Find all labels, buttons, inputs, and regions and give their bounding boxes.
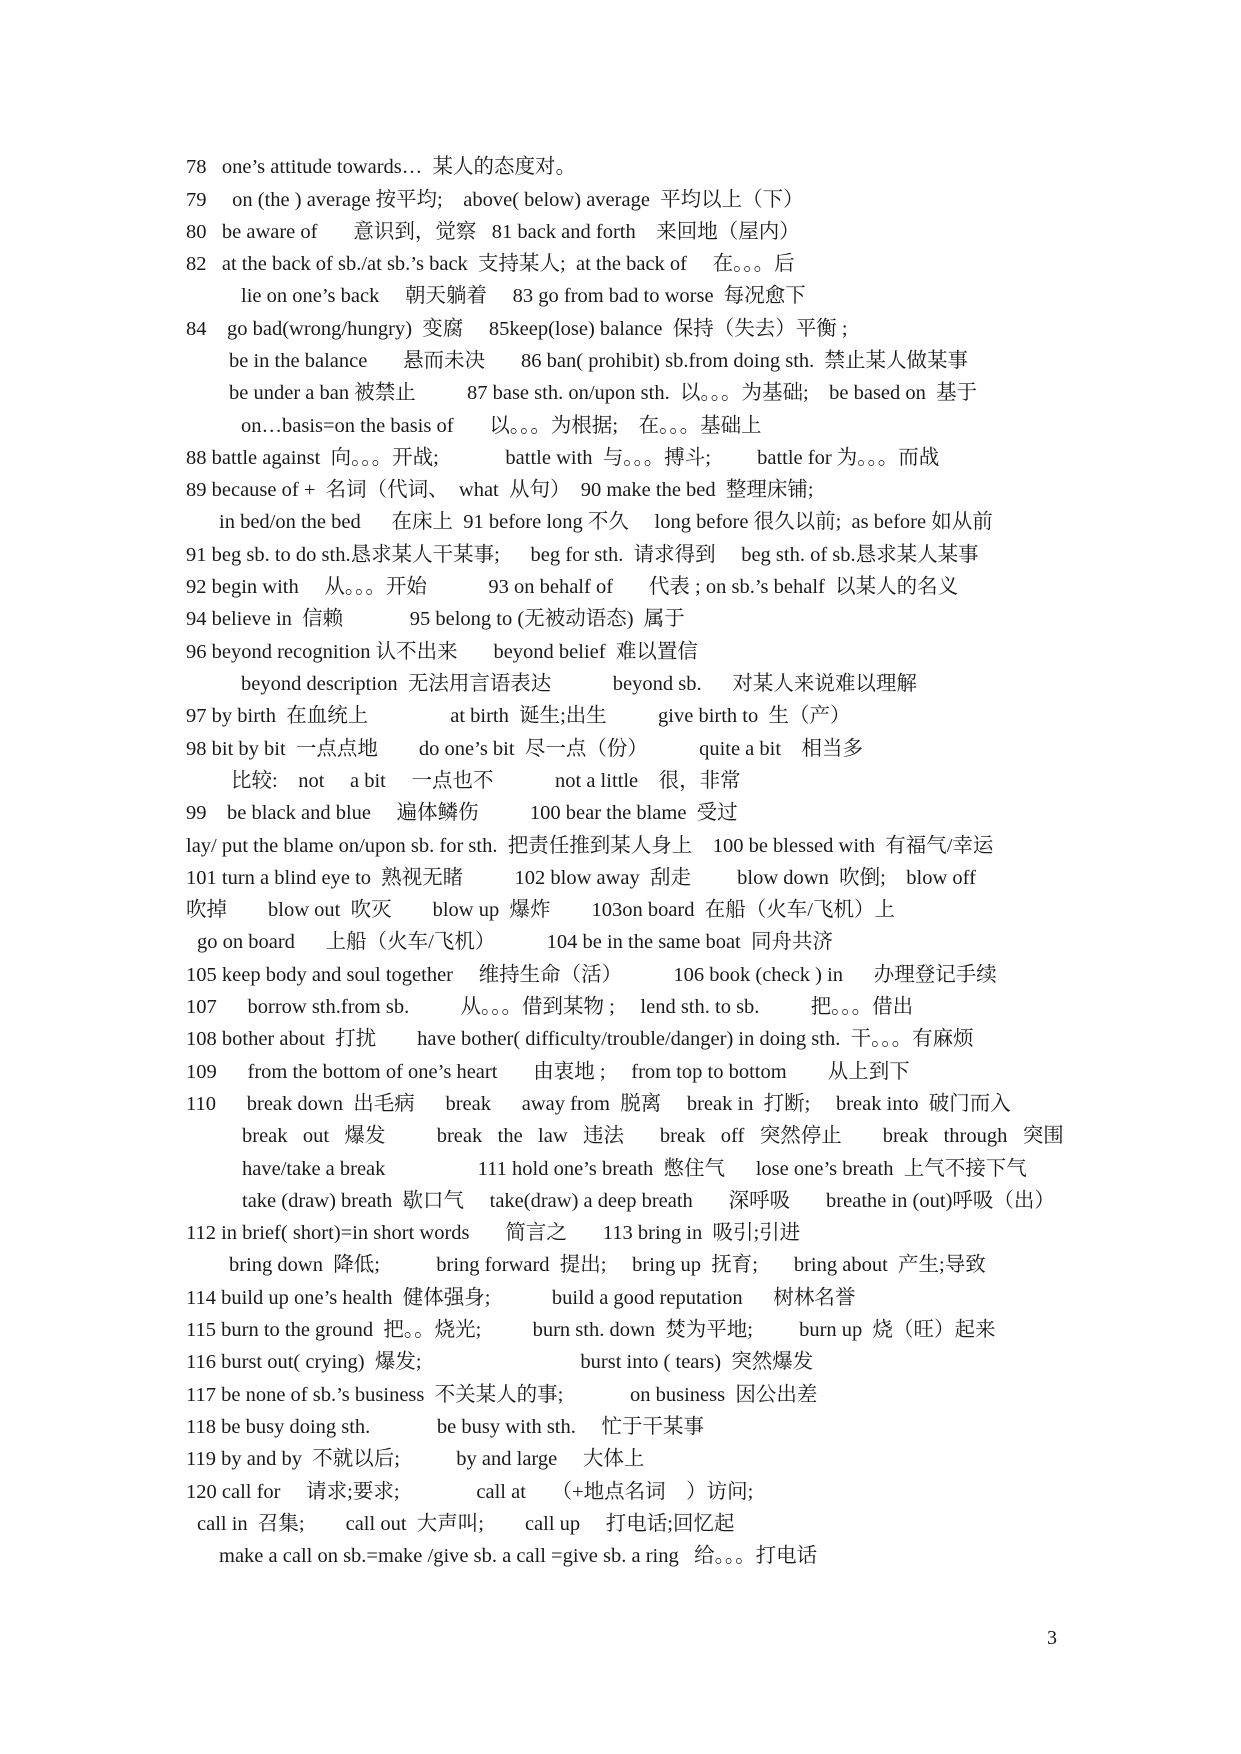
text-line: 116 burst out( crying) 爆发; burst into ( tears) 突然爆发 <box>186 1351 814 1373</box>
text-line: be under a ban 被禁止 87 base sth. on/upon sth. 以。。。为基础; be based on 基于 <box>229 382 978 404</box>
page-number: 3 <box>1047 1627 1057 1649</box>
text-line: 92 begin with 从。。。开始 93 on behalf of 代表 ; on sb.’s behalf 以某人的名义 <box>186 576 959 598</box>
text-line: 96 beyond recognition 认不出来 beyond belief 难以置信 <box>186 641 698 663</box>
text-line: 114 build up one’s health 健体强身; build a good reputation 树林名誉 <box>186 1287 856 1309</box>
text-line: 吹掉 blow out 吹灭 blow up 爆炸 103on board 在船（火车/飞机）上 <box>186 899 895 921</box>
text-line: 89 because of + 名词（代词、 what 从句） 90 make the bed 整理床铺; <box>186 479 814 501</box>
text-line: go on board 上船（火车/飞机） 104 be in the same boat 同舟共济 <box>197 931 833 953</box>
text-line: take (draw) breath 歇口气 take(draw) a deep breath 深呼吸 breathe in (out)呼吸（出） <box>242 1190 1055 1212</box>
text-line: 105 keep body and soul together 维持生命（活） 106 book (check ) in 办理登记手续 <box>186 964 997 986</box>
text-line: on…basis=on the basis of 以。。。为根据; 在。。。基础上 <box>241 415 762 437</box>
text-line: 98 bit by bit 一点点地 do one’s bit 尽一点（份） quite a bit 相当多 <box>186 738 864 760</box>
text-line: 82 at the back of sb./at sb.’s back 支持某人; at the back of 在。。。后 <box>186 253 795 275</box>
text-line: 118 be busy doing sth. be busy with sth. 忙于干某事 <box>186 1416 705 1438</box>
text-line: 80 be aware of 意识到，觉察 81 back and forth 来回地（屋内） <box>186 221 800 243</box>
text-line: 112 in brief( short)=in short words 简言之 113 bring in 吸引;引进 <box>186 1222 801 1244</box>
text-line: 91 beg sb. to do sth.恳求某人干某事; beg for sth. 请求得到 beg sth. of sb.恳求某人某事 <box>186 544 979 566</box>
text-line: in bed/on the bed 在床上 91 before long 不久 long before 很久以前; as before 如从前 <box>219 511 993 533</box>
text-line: 107 borrow sth.from sb. 从。。。借到某物 ; lend sth. to sb. 把。。。借出 <box>186 996 914 1018</box>
text-line: 88 battle against 向。。。开战; battle with 与。。。搏斗; battle for 为。。。而战 <box>186 447 940 469</box>
text-line: 94 believe in 信赖 95 belong to (无被动语态) 属于 <box>186 608 685 630</box>
text-line: bring down 降低; bring forward 提出; bring up 抚育; bring about 产生;导致 <box>229 1254 986 1276</box>
text-line: 120 call for 请求;要求; call at （+地点名词 ）访问; <box>186 1481 754 1503</box>
text-line: lie on one’s back 朝天躺着 83 go from bad to worse 每况愈下 <box>241 285 806 307</box>
text-line: beyond description 无法用言语表达 beyond sb. 对某人来说难以理解 <box>241 673 917 695</box>
text-line: break out 爆发 break the law 违法 break off 突然停止 break through 突围 <box>242 1125 1064 1147</box>
text-line: 比较: not a bit 一点也不 not a little 很，非常 <box>231 770 741 792</box>
text-line: 117 be none of sb.’s business 不关某人的事; on business 因公出差 <box>186 1384 818 1406</box>
text-line: 97 by birth 在血统上 at birth 诞生;出生 give birth to 生（产） <box>186 705 851 727</box>
text-line: 78 one’s attitude towards… 某人的态度对。 <box>186 156 577 178</box>
text-line: 119 by and by 不就以后; by and large 大体上 <box>186 1448 645 1470</box>
text-line: 101 turn a blind eye to 熟视无睹 102 blow away 刮走 blow down 吹倒; blow off <box>186 867 976 889</box>
text-line: 108 bother about 打扰 have bother( difficulty/trouble/danger) in doing sth. 干。。。有麻烦 <box>186 1028 974 1050</box>
text-line: 99 be black and blue 遍体鳞伤 100 bear the blame 受过 <box>186 802 738 824</box>
text-line: 110 break down 出毛病 break away from 脱离 break in 打断; break into 破门而入 <box>186 1093 1011 1115</box>
text-line: 84 go bad(wrong/hungry) 变腐 85keep(lose) balance 保持（失去）平衡 ; <box>186 318 848 340</box>
text-line: 109 from the bottom of one’s heart 由衷地 ; from top to bottom 从上到下 <box>186 1061 910 1083</box>
text-line: be in the balance 悬而未决 86 ban( prohibit) sb.from doing sth. 禁止某人做某事 <box>229 350 969 372</box>
text-line: call in 召集; call out 大声叫; call up 打电话;回忆起 <box>197 1513 735 1535</box>
text-line: lay/ put the blame on/upon sb. for sth. 把责任推到某人身上 100 be blessed with 有福气/幸运 <box>186 835 994 857</box>
text-line: 115 burn to the ground 把。。烧光; burn sth. down 焚为平地; burn up 烧（旺）起来 <box>186 1319 996 1341</box>
text-line: make a call on sb.=make /give sb. a call =give sb. a ring 给。。。打电话 <box>219 1545 818 1567</box>
text-line: 79 on (the ) average 按平均; above( below) average 平均以上（下） <box>186 189 804 211</box>
text-line: have/take a break 111 hold one’s breath 憋住气 lose one’s breath 上气不接下气 <box>242 1158 1027 1180</box>
